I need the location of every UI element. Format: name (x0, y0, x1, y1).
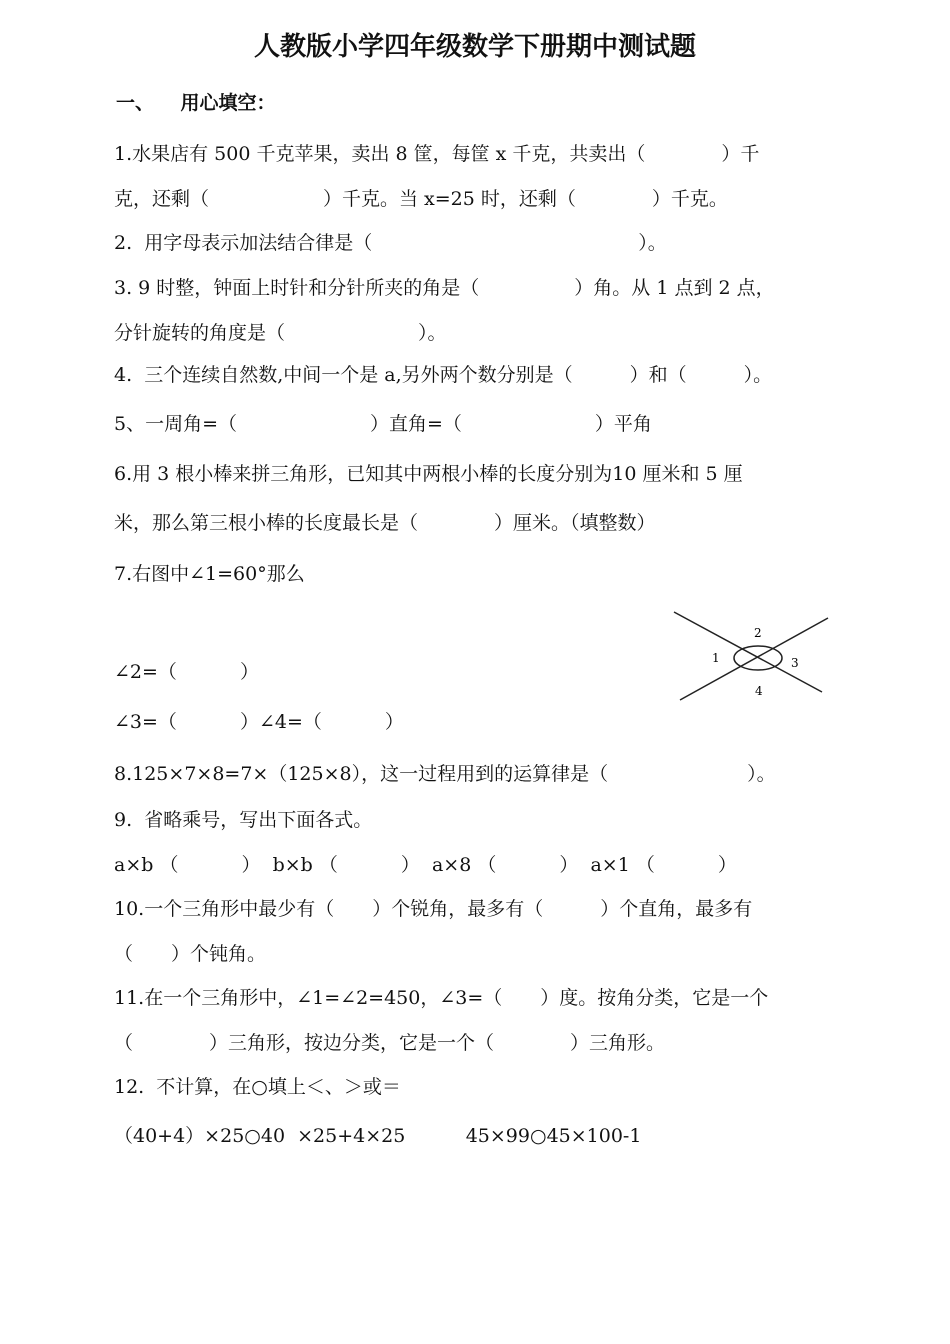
q2-line: 2. 用字母表示加法结合律是（ ）。 (114, 232, 667, 254)
q7-line2: ∠2=（ ） (114, 661, 259, 683)
q1-line1: 1.水果店有 500 千克苹果，卖出 8 筐，每筐 x 千克，共卖出（ ）千 (114, 143, 760, 165)
q4-line: 4. 三个连续自然数,中间一个是 a,另外两个数分别是（ ）和（ ）。 (114, 364, 773, 386)
angle-label-3: 3 (791, 656, 799, 670)
line-a (674, 612, 822, 692)
q11-line1: 11.在一个三角形中，∠1=∠2=450，∠3=（ ）度。按角分类，它是一个 (114, 987, 769, 1009)
q6-line2: 米，那么第三根小棒的长度最长是（ ）厘米。（填整数） (114, 512, 656, 534)
q3-line2: 分针旋转的角度是（ ）。 (114, 322, 447, 344)
q10-line2: （ ）个钝角。 (114, 943, 267, 965)
angle-label-4: 4 (755, 684, 763, 698)
q10-line1: 10.一个三角形中最少有（ ）个锐角，最多有（ ）个直角，最多有 (114, 898, 753, 920)
q11-line2: （ ）三角形，按边分类，它是一个（ ）三角形。 (114, 1032, 666, 1054)
q3-line1: 3. 9 时整，钟面上时针和分针所夹的角是（ ）角。从 1 点到 2 点， (114, 277, 775, 299)
q12-line1: 12. 不计算，在○填上＜、＞或＝ (114, 1076, 401, 1098)
q1-line2: 克，还剩（ ）千克。当 x=25 时，还剩（ ）千克。 (114, 188, 728, 210)
q6-line1: 6.用 3 根小棒来拼三角形，已知其中两根小棒的长度分别为10 厘米和 5 厘 (114, 463, 743, 485)
angle-figure (672, 610, 830, 702)
q7-line3: ∠3=（ ）∠4=（ ） (114, 711, 404, 733)
angle-label-2: 2 (754, 626, 762, 640)
angle-label-1: 1 (712, 651, 720, 665)
q9-line2: a×b （ ） b×b （ ） a×8 （ ） a×1 （ ） (114, 854, 737, 876)
q12-line2: （40+4）×25○40 ×25+4×25 45×99○45×100-1 (114, 1125, 642, 1147)
q7-line1: 7.右图中∠1=60°那么 (114, 563, 305, 585)
q5-line: 5、一周角=（ ）直角=（ ）平角 (114, 413, 652, 435)
q9-line1: 9. 省略乘号，写出下面各式。 (114, 809, 373, 831)
section-heading: 一、 用心填空： (116, 92, 276, 114)
q8-line: 8.125×7×8=7×（125×8），这一过程用到的运算律是（ ）。 (114, 763, 776, 785)
page-title: 人教版小学四年级数学下册期中测试题 (253, 32, 696, 62)
